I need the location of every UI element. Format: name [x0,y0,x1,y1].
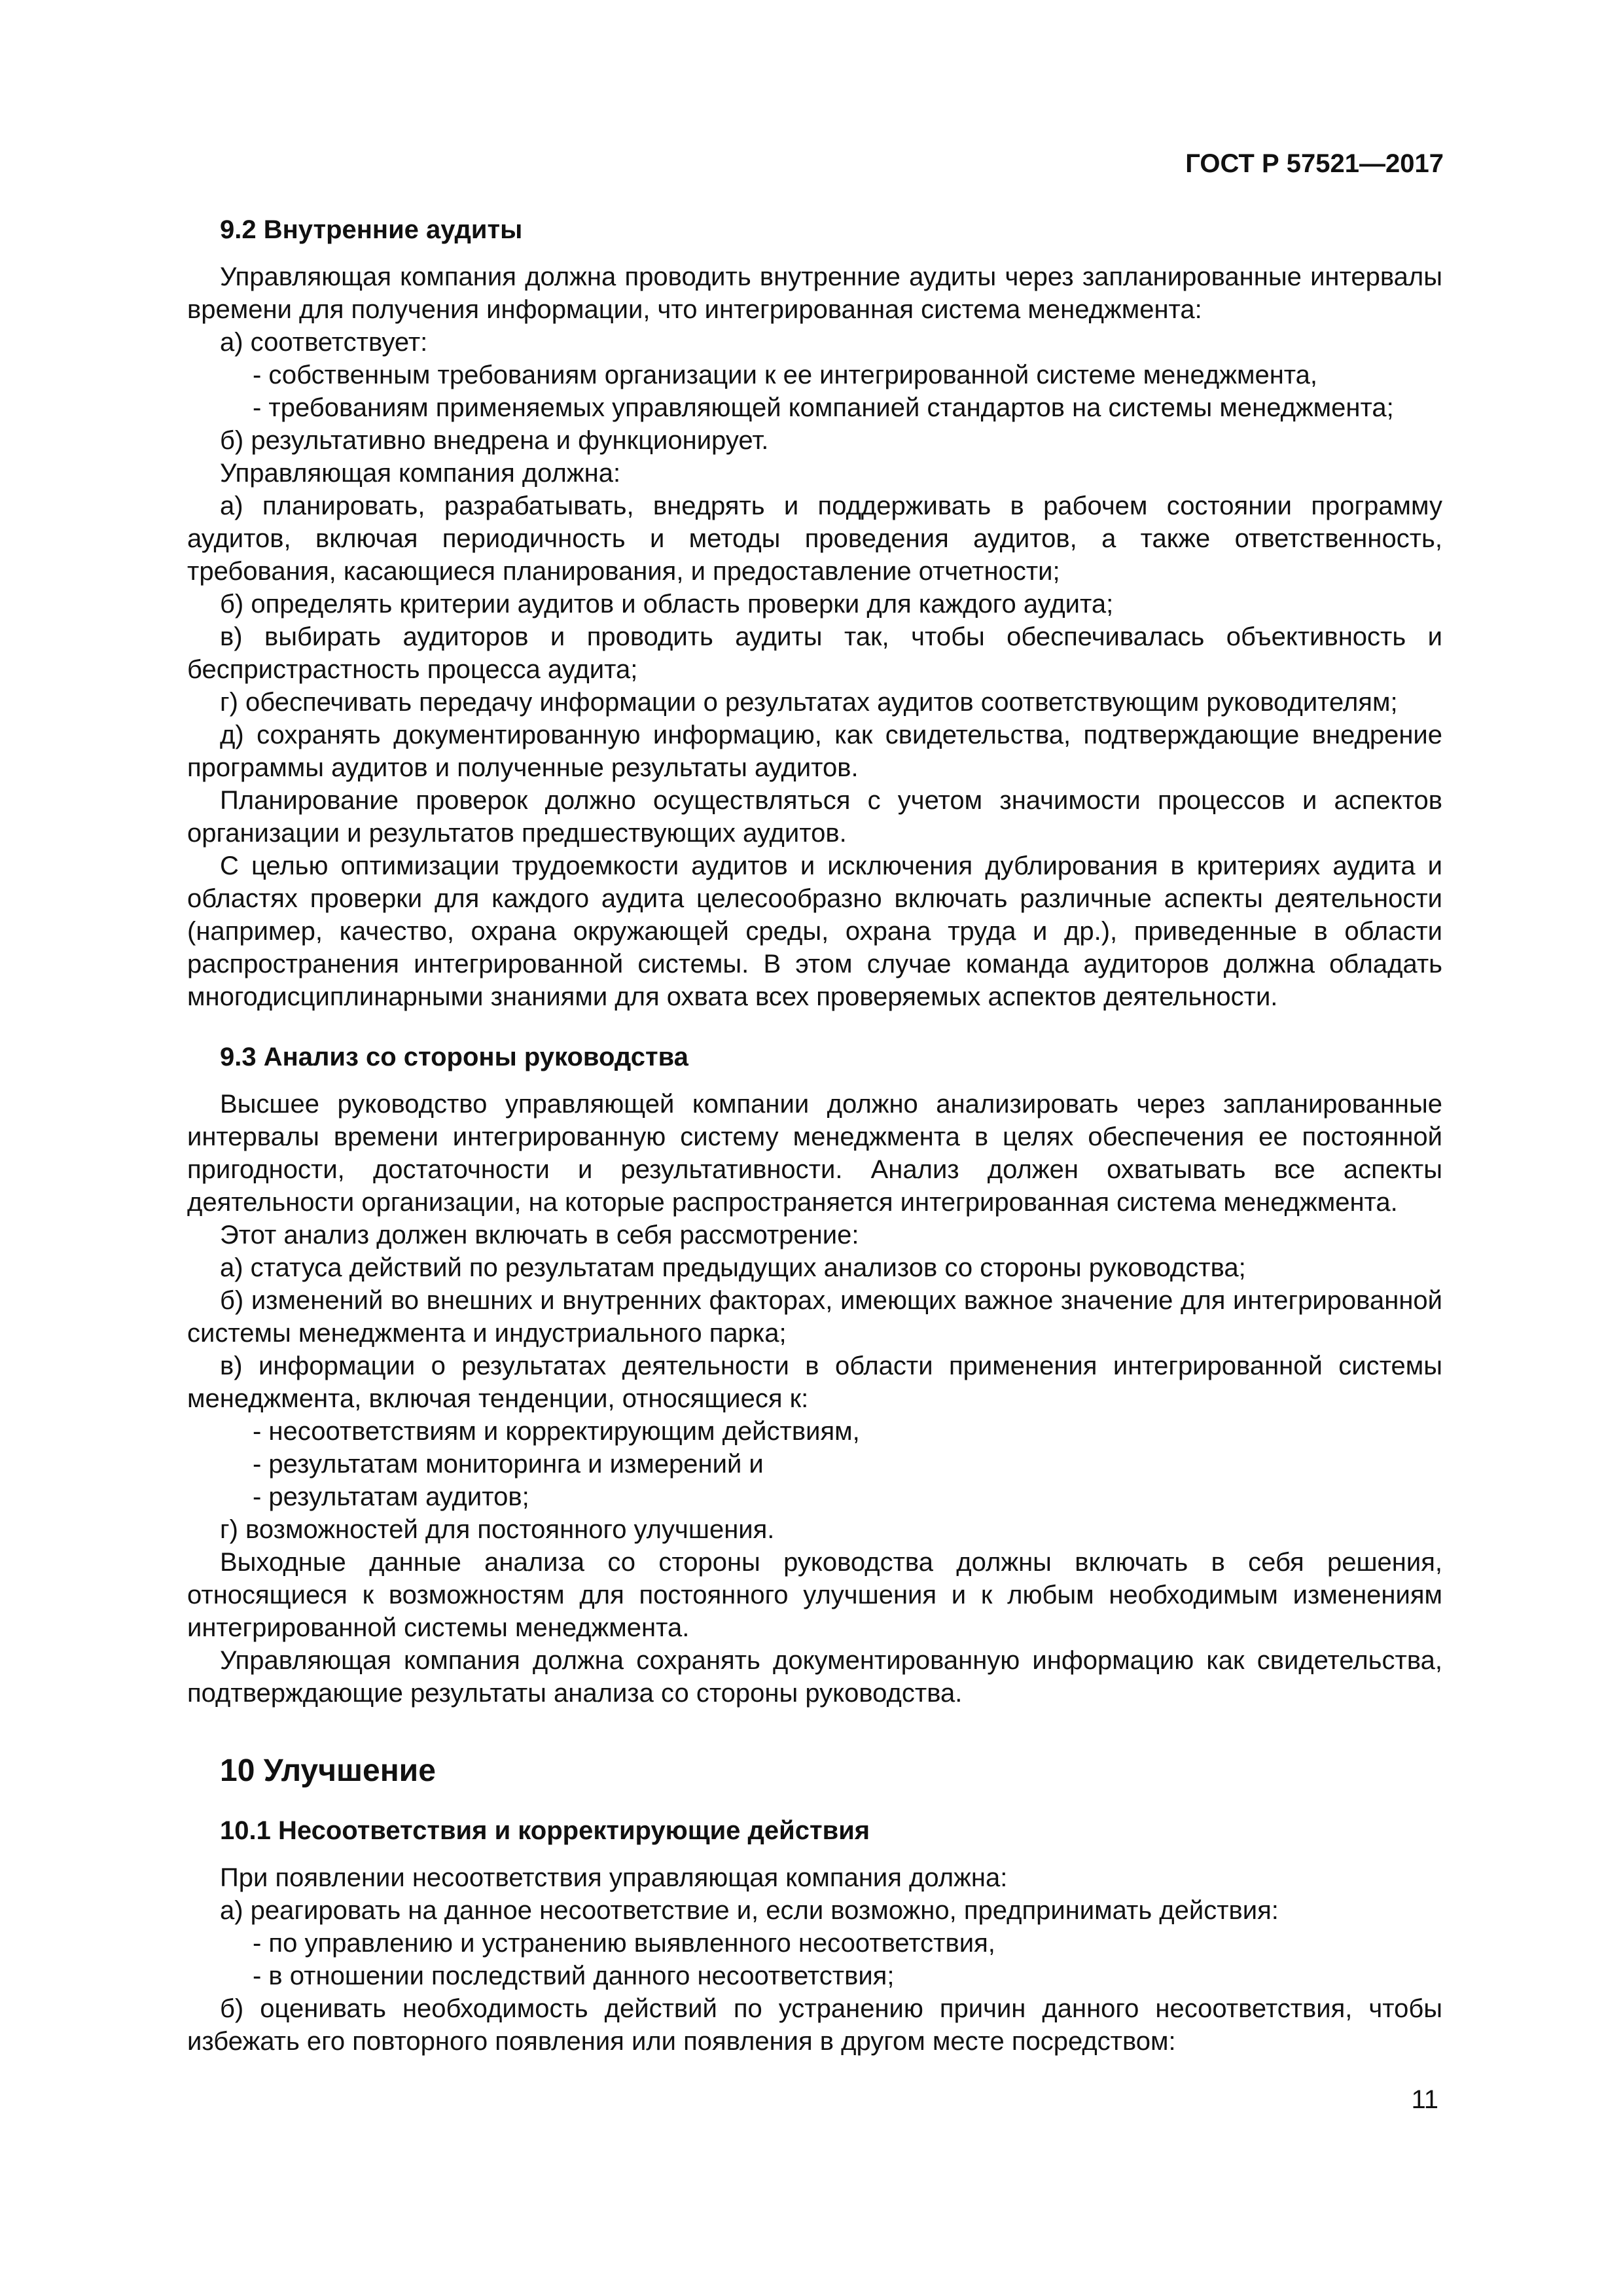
section-9-3-title: 9.3 Анализ со стороны руководства [220,1043,688,1071]
paragraph: Управляющая компания должна проводить внутренние аудиты через запланированные интервалы времени для получения информации, что интегрированная система менеджмента: [187,262,1442,324]
paragraph: При появлении несоответствия управляющая компания должна: [220,1863,1008,1892]
paragraph: Планирование проверок должно осуществляться с учетом значимости процессов и аспектов организации и результатов предшествующих аудитов. [187,786,1442,848]
list-item: б) оценивать необходимость действий по устранению причин данного несоответствия, чтобы избежать его повторного появления или появления в другом месте посредством: [187,1994,1442,2056]
bullet-item: - собственным требованиям организации к ее интегрированной системе менеджмента, [253,361,1318,389]
paragraph: Выходные данные анализа со стороны руководства должны включать в себя решения, относящиеся к возможностям для постоянного улучшения и к любым необходимым изменениям интегрированной системы менеджмента. [187,1548,1442,1642]
list-item: в) выбирать аудиторов и проводить аудиты так, чтобы обеспечивалась объективность и беспристрастность процесса аудита; [187,622,1442,684]
list-item: а) соответствует: [220,328,428,357]
bullet-item: - по управлению и устранению выявленного несоответствия, [253,1929,995,1958]
paragraph: Этот анализ должен включать в себя рассмотрение: [220,1221,859,1249]
page-number: 11 [1411,2085,1438,2114]
section-10-title: 10 Улучшение [220,1753,436,1788]
page-content [187,213,1442,2058]
document-header: ГОСТ Р 57521—2017 [1185,149,1444,178]
list-item: а) планировать, разрабатывать, внедрять и поддерживать в рабочем состоянии программу аудитов, включая периодичность и методы проведения аудитов, а также ответственность, требования, касающиеся планирования, и предоставление отчетности; [187,492,1442,586]
list-item: д) сохранять документированную информацию, как свидетельства, подтверждающие внедрение программы аудитов и полученные результаты аудитов. [187,721,1442,782]
paragraph: Высшее руководство управляющей компании должно анализировать через запланированные интервалы времени интегрированную систему менеджмента в целях обеспечения ее постоянной пригодности, достаточности и результативности. Анализ должен охватывать все аспекты деятельности организации, на которые распространяется интегрированная система менеджмента. [187,1090,1442,1217]
list-item: б) изменений во внешних и внутренних факторах, имеющих важное значение для интегрированной системы менеджмента и индустриального парка; [187,1286,1442,1348]
paragraph: Управляющая компания должна сохранять документированную информацию как свидетельства, подтверждающие результаты анализа со стороны руководства. [187,1646,1442,1708]
list-item: г) возможностей для постоянного улучшения. [220,1515,775,1544]
section-10-1-title: 10.1 Несоответствия и корректирующие действия [220,1816,870,1845]
list-item: б) результативно внедрена и функционирует. [220,426,769,455]
list-item: а) статуса действий по результатам предыдущих анализов со стороны руководства; [220,1253,1246,1282]
paragraph: С целью оптимизации трудоемкости аудитов и исключения дублирования в критериях аудита и областях проверки для каждого аудита целесообразно включать различные аспекты деятельности (например, качество, охрана окружающей среды, охрана труда и др.), приведенные в области распространения интегрированной системы. В этом случае команда аудиторов должна обладать многодисциплинарными знаниями для охвата всех проверяемых аспектов деятельности. [187,852,1442,1011]
list-item: а) реагировать на данное несоответствие и, если возможно, предпринимать действия: [220,1896,1279,1925]
bullet-item: - результатам аудитов; [253,1482,529,1511]
bullet-item: - в отношении последствий данного несоответствия; [253,1962,895,1990]
bullet-item: - несоответствиям и корректирующим действиям, [253,1417,860,1446]
bullet-item: - требованиям применяемых управляющей компанией стандартов на системы менеджмента; [253,393,1394,422]
list-item: г) обеспечивать передачу информации о результатах аудитов соответствующим руководителям; [220,688,1398,717]
paragraph: Управляющая компания должна: [220,459,621,488]
list-item: б) определять критерии аудитов и область проверки для каждого аудита; [220,590,1114,619]
section-9-2-title: 9.2 Внутренние аудиты [220,215,523,244]
bullet-item: - результатам мониторинга и измерений и [253,1450,764,1479]
list-item: в) информации о результатах деятельности в области применения интегрированной системы менеджмента, включая тенденции, относящиеся к: [187,1352,1442,1413]
